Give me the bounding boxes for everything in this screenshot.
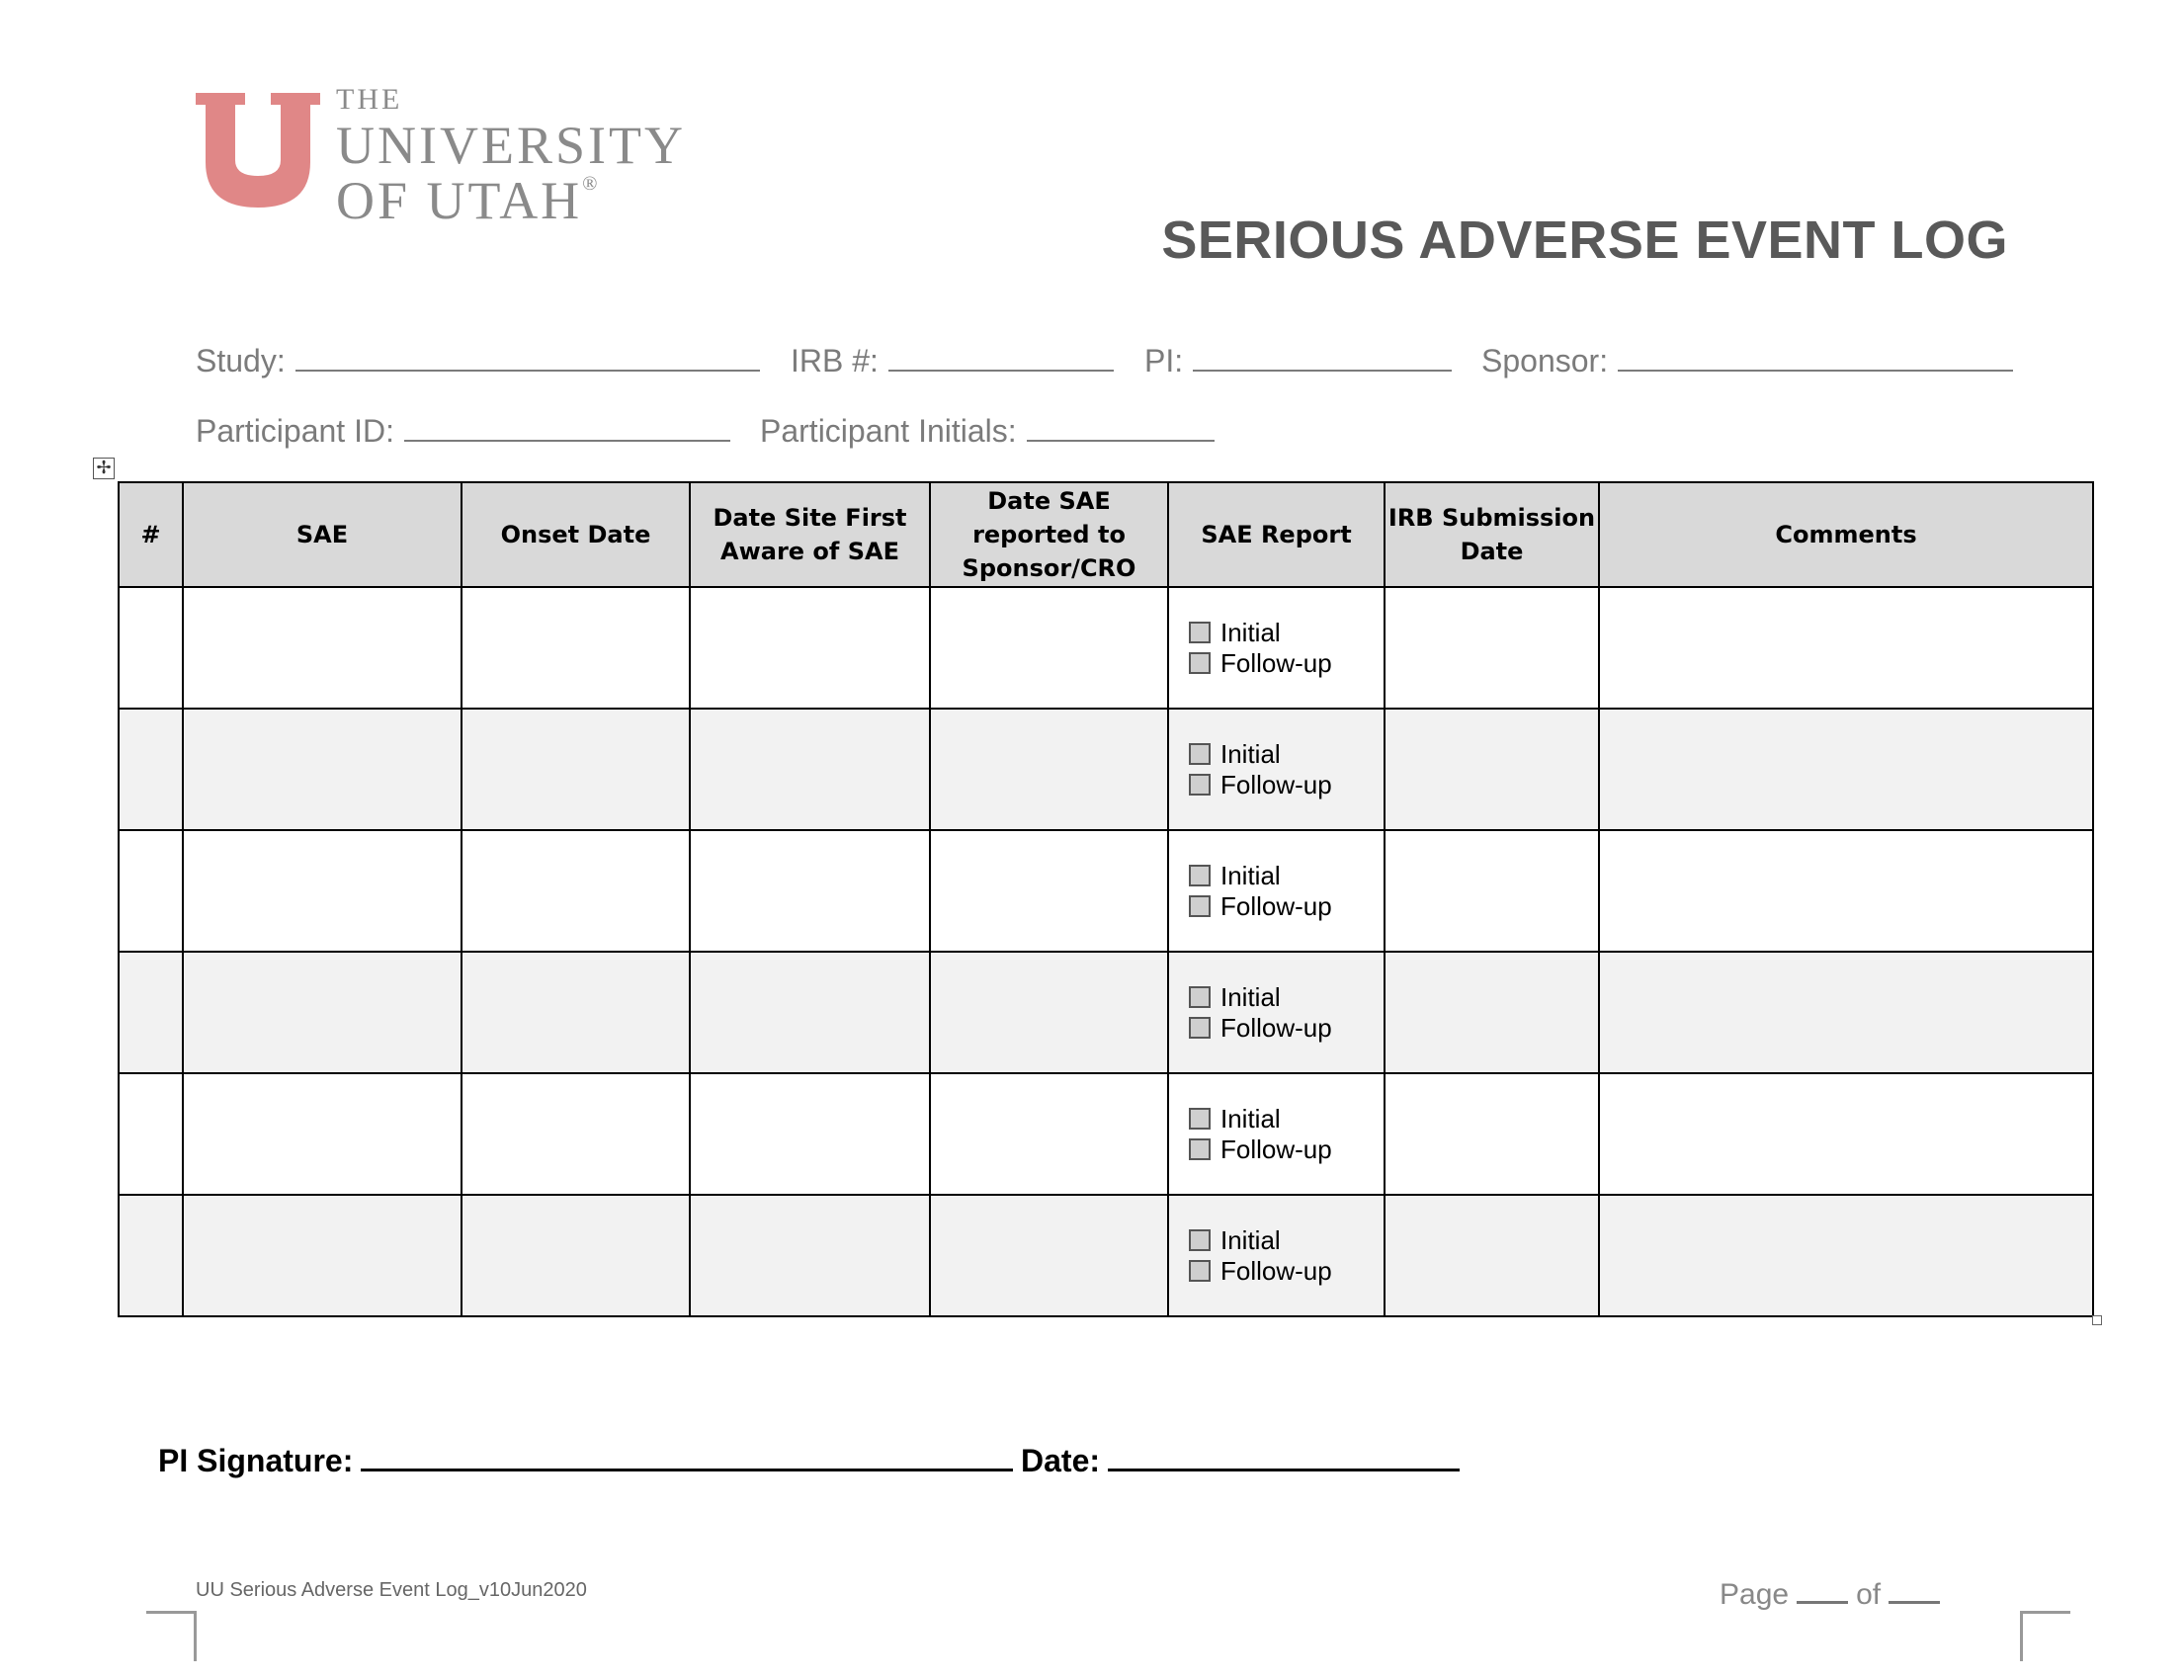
followup-label: Follow-up <box>1220 1134 1332 1164</box>
table-header-row <box>119 482 2093 587</box>
col-header-onset-date: Onset Date <box>462 482 690 587</box>
pi-field <box>1144 342 1452 379</box>
pi-signature-label: PI Signature: <box>158 1443 354 1478</box>
initial-label: Initial <box>1220 981 1281 1012</box>
cell-irb-submission-date[interactable] <box>1385 830 1599 952</box>
signature-date-label: Date: <box>1021 1443 1101 1478</box>
table-resize-handle-icon[interactable] <box>2092 1315 2102 1325</box>
col-header-date-reported: Date SAE reported to Sponsor/CRO <box>930 482 1168 587</box>
initial-label: Initial <box>1220 738 1281 769</box>
initial-checkbox[interactable] <box>1189 865 1211 886</box>
sae-report-options <box>1169 618 1384 679</box>
logo-the: THE <box>336 83 403 116</box>
initial-option <box>1189 739 1384 770</box>
crop-mark-left <box>146 1611 197 1661</box>
table-row <box>119 1195 2093 1316</box>
cell-comments[interactable] <box>1599 1073 2093 1195</box>
followup-checkbox[interactable] <box>1189 652 1211 674</box>
initial-option <box>1189 861 1384 891</box>
cell-number[interactable] <box>119 587 183 709</box>
page-title: SERIOUS ADVERSE EVENT LOG <box>1161 210 2008 270</box>
pi-input-line[interactable] <box>1193 342 1452 372</box>
cell-number[interactable] <box>119 830 183 952</box>
sae-log-table <box>118 481 2094 1317</box>
sae-report-options <box>1169 1225 1384 1287</box>
cell-onset-date[interactable] <box>462 1073 690 1195</box>
cell-number[interactable] <box>119 1073 183 1195</box>
study-label: Study: <box>196 343 286 378</box>
irb-field <box>791 342 1114 379</box>
initial-option <box>1189 1104 1384 1134</box>
pi-label: PI: <box>1144 343 1184 378</box>
followup-option <box>1189 1013 1384 1044</box>
logo-university: UNIVERSITY <box>336 116 686 175</box>
followup-option <box>1189 891 1384 922</box>
cell-comments[interactable] <box>1599 1195 2093 1316</box>
cell-onset-date[interactable] <box>462 1195 690 1316</box>
col-header-sae: SAE <box>183 482 462 587</box>
col-header-date-site-aware: Date Site First Aware of SAE <box>690 482 930 587</box>
sae-report-options <box>1169 861 1384 922</box>
initial-checkbox[interactable] <box>1189 986 1211 1008</box>
col-header-irb-submission-date: IRB Submission Date <box>1385 482 1599 587</box>
col-header-comments: Comments <box>1599 482 2093 587</box>
cell-comments[interactable] <box>1599 830 2093 952</box>
followup-checkbox[interactable] <box>1189 1260 1211 1282</box>
cell-irb-submission-date[interactable] <box>1385 952 1599 1073</box>
initial-option <box>1189 618 1384 648</box>
table-row <box>119 1073 2093 1195</box>
crop-mark-right <box>2020 1611 2070 1661</box>
cell-date-site-aware[interactable] <box>690 1195 930 1316</box>
followup-checkbox[interactable] <box>1189 1017 1211 1039</box>
cell-date-reported[interactable] <box>930 587 1168 709</box>
study-input-line[interactable] <box>295 342 760 372</box>
cell-sae-report <box>1168 952 1385 1073</box>
sae-report-options <box>1169 1104 1384 1165</box>
cell-number[interactable] <box>119 1195 183 1316</box>
irb-input-line[interactable] <box>888 342 1114 372</box>
followup-checkbox[interactable] <box>1189 1138 1211 1160</box>
sponsor-input-line[interactable] <box>1618 342 2013 372</box>
initial-option <box>1189 1225 1384 1256</box>
followup-checkbox[interactable] <box>1189 774 1211 796</box>
cell-date-site-aware[interactable] <box>690 1073 930 1195</box>
sae-report-options <box>1169 982 1384 1044</box>
table-row <box>119 709 2093 830</box>
irb-label: IRB #: <box>791 343 879 378</box>
cell-onset-date[interactable] <box>462 952 690 1073</box>
participant-initials-input-line[interactable] <box>1027 412 1215 442</box>
cell-date-reported[interactable] <box>930 1073 1168 1195</box>
pi-signature-line[interactable] <box>361 1439 1013 1471</box>
initial-checkbox[interactable] <box>1189 1229 1211 1251</box>
table-row <box>119 830 2093 952</box>
initial-option <box>1189 982 1384 1013</box>
cell-sae-report <box>1168 1073 1385 1195</box>
cell-sae[interactable] <box>183 587 462 709</box>
cell-sae-report <box>1168 587 1385 709</box>
university-u-logo-icon <box>196 93 320 208</box>
cell-comments[interactable] <box>1599 952 2093 1073</box>
initial-label: Initial <box>1220 860 1281 890</box>
followup-option <box>1189 770 1384 800</box>
participant-initials-label: Participant Initials: <box>760 413 1017 449</box>
footer-page-number <box>1720 1575 1948 1612</box>
cell-irb-submission-date[interactable] <box>1385 1195 1599 1316</box>
sponsor-field <box>1481 342 2013 379</box>
logo-of-utah-text: OF UTAH <box>336 171 583 230</box>
table-move-handle-icon[interactable]: ✢ <box>93 458 115 479</box>
page-number-blank[interactable] <box>1797 1575 1848 1604</box>
followup-label: Follow-up <box>1220 769 1332 799</box>
cell-sae-report <box>1168 830 1385 952</box>
cell-sae[interactable] <box>183 1073 462 1195</box>
cell-date-site-aware[interactable] <box>690 830 930 952</box>
cell-irb-submission-date[interactable] <box>1385 1073 1599 1195</box>
cell-comments[interactable] <box>1599 587 2093 709</box>
followup-option <box>1189 648 1384 679</box>
initial-checkbox[interactable] <box>1189 622 1211 643</box>
followup-label: Follow-up <box>1220 890 1332 921</box>
cell-sae[interactable] <box>183 830 462 952</box>
signature-date-line[interactable] <box>1108 1439 1460 1471</box>
logo-of-utah <box>336 171 686 230</box>
cell-comments[interactable] <box>1599 709 2093 830</box>
initial-label: Initial <box>1220 1224 1281 1255</box>
pi-signature-field <box>158 1439 1013 1479</box>
sae-report-options <box>1169 739 1384 800</box>
cell-sae[interactable] <box>183 952 462 1073</box>
cell-number[interactable] <box>119 709 183 830</box>
cell-sae[interactable] <box>183 709 462 830</box>
cell-onset-date[interactable] <box>462 830 690 952</box>
cell-date-site-aware[interactable] <box>690 709 930 830</box>
cell-date-reported[interactable] <box>930 709 1168 830</box>
cell-sae-report <box>1168 709 1385 830</box>
footer-document-id: UU Serious Adverse Event Log_v10Jun2020 <box>196 1579 587 1601</box>
initial-label: Initial <box>1220 1103 1281 1134</box>
followup-label: Follow-up <box>1220 1012 1332 1043</box>
followup-label: Follow-up <box>1220 647 1332 678</box>
cell-date-reported[interactable] <box>930 1195 1168 1316</box>
page-total-blank[interactable] <box>1889 1575 1940 1604</box>
cell-sae-report <box>1168 1195 1385 1316</box>
cell-onset-date[interactable] <box>462 587 690 709</box>
followup-checkbox[interactable] <box>1189 895 1211 917</box>
col-header-sae-report: SAE Report <box>1168 482 1385 587</box>
initial-label: Initial <box>1220 617 1281 647</box>
cell-number[interactable] <box>119 952 183 1073</box>
cell-date-site-aware[interactable] <box>690 587 930 709</box>
participant-id-label: Participant ID: <box>196 413 394 449</box>
sponsor-label: Sponsor: <box>1481 343 1609 378</box>
cell-date-reported[interactable] <box>930 830 1168 952</box>
participant-id-field <box>196 412 730 450</box>
participant-id-input-line[interactable] <box>404 412 730 442</box>
footer-of-label: of <box>1856 1578 1882 1611</box>
cell-sae[interactable] <box>183 1195 462 1316</box>
initial-checkbox[interactable] <box>1189 743 1211 765</box>
col-header-number: # <box>119 482 183 587</box>
initial-checkbox[interactable] <box>1189 1108 1211 1130</box>
cell-irb-submission-date[interactable] <box>1385 587 1599 709</box>
signature-date-field <box>1021 1439 1460 1479</box>
university-wordmark <box>336 83 686 230</box>
study-field <box>196 342 760 379</box>
participant-initials-field <box>760 412 1215 450</box>
followup-option <box>1189 1256 1384 1287</box>
cell-irb-submission-date[interactable] <box>1385 709 1599 830</box>
followup-label: Follow-up <box>1220 1255 1332 1286</box>
cell-onset-date[interactable] <box>462 709 690 830</box>
table-row <box>119 952 2093 1073</box>
cell-date-site-aware[interactable] <box>690 952 930 1073</box>
table-row <box>119 587 2093 709</box>
footer-page-label: Page <box>1720 1578 1790 1611</box>
cell-date-reported[interactable] <box>930 952 1168 1073</box>
followup-option <box>1189 1134 1384 1165</box>
logo-registered-mark: ® <box>582 173 601 195</box>
